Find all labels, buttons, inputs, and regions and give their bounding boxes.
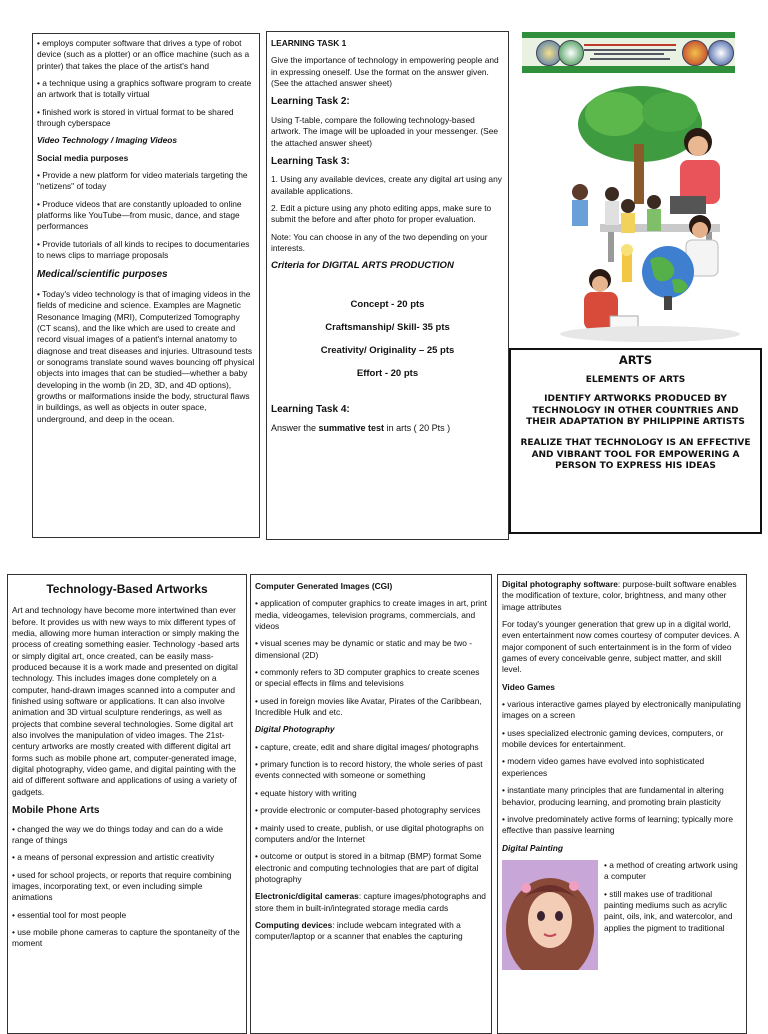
seal-logo bbox=[558, 40, 584, 66]
criteria-item: Concept - 20 pts bbox=[350, 299, 425, 311]
criteria-item: Craftsmanship/ Skill- 35 pts bbox=[325, 322, 450, 334]
heading-criteria: Criteria for DIGITAL ARTS PRODUCTION bbox=[271, 260, 454, 272]
software-label: Digital photography software bbox=[502, 579, 618, 589]
intro-text: Art and technology have become more intertwined than ever before. It provides us with new ways to mix different types of media, allowing more human interaction or simply making the process of creating something easier. Technology -based arts or simply digital art, once created, can be easily mass-produced because it is a work made and presented on digital technology. This includes images done completely on a computer, hand-drawn images scanned into a computer and finished using software or applications. It can also involve animation and 3D virtual sculpture renderings, as well as projects that combine several technologies. Some digital art also involves the manipulation of video images. The 21st-century artworks are mostly created with different digital art forms such as mobile phone art, computer-generated image, digital photography, video game, and digital painting with the aid of different software and applications of using a variety of gadgets. bbox=[12, 605, 240, 797]
bullet: • various interactive games played by electronically manipulating images on a screen bbox=[502, 699, 741, 721]
bullet: • visual scenes may be dynamic or static and may be two -dimensional (2D) bbox=[255, 638, 473, 660]
panel-cgi-photography bbox=[250, 574, 492, 1034]
objective-2: REALIZE THAT TECHNOLOGY IS AN EFFECTIVE AND VIBRANT TOOL FOR EMPOWERING A PERSON TO EXPRESS HIS IDEAS bbox=[520, 438, 751, 472]
bullet: • commonly refers to 3D computer graphics to create scenes or special effects in films and televisions bbox=[255, 667, 480, 689]
task-4-text bbox=[271, 422, 504, 434]
bullet: • primary function is to record history, the whole series of past events connected with someone or something bbox=[255, 759, 483, 781]
heading-social-media: Social media purposes bbox=[37, 152, 129, 163]
panel-technology-based-artworks bbox=[7, 574, 247, 1034]
younger-generation-text: For today's younger generation that grew up in a digital world, even entertainment now comes courtesy of computer devices. A major component of such entertainment is in the form of video games of every conceivable genre, subject matter, and skill level. bbox=[502, 619, 739, 675]
devices-text bbox=[255, 920, 487, 943]
heading-video-games: Video Games bbox=[502, 681, 555, 692]
digital-painting-row bbox=[502, 860, 742, 970]
task-4-bold: summative test bbox=[318, 423, 385, 434]
bullet: • Provide a new platform for video materials targeting the "netizens" of today bbox=[37, 170, 248, 192]
medical-text: • Today's video technology is that of imaging videos in the fields of medicine and science. Examples are Magnetic Resonance Imaging (MRI), Computerized Tomography (CT scans), and the like which are used to create and record visual images of a patient's internal anatomy to diagnose and treat diseases and injuries. Ultrasound tests or sonograms translate sound waves bouncing off physical objects into images that can be studied—whether a baby developing in the womb (in 2D, 3D, and 4D options), growths or malformations inside the body, structural flaws in buildings, as well as objects in outer space, underground, and deep in the ocean. bbox=[37, 289, 255, 424]
heading-video-technology: Video Technology / Imaging Videos bbox=[37, 135, 178, 146]
bullet: • involve predominately active forms of learning; typically more effective than passive learning bbox=[502, 813, 734, 836]
cameras-label: Electronic/digital cameras bbox=[255, 891, 359, 902]
task-4-prefix: Answer the bbox=[271, 423, 319, 434]
seal-logo bbox=[708, 40, 734, 66]
bullet: • instantiate many principles that are fundamental in altering behavior, producing learning, and promoting brain plasticity bbox=[502, 785, 724, 807]
cameras-text bbox=[255, 891, 487, 914]
bullet: • provide electronic or computer-based photography services bbox=[255, 805, 481, 816]
criteria-list bbox=[271, 299, 504, 380]
task-3-item: 1. Using any available devices, create any digital art using any available applications. bbox=[271, 174, 502, 196]
bullet: • a means of personal expression and artistic creativity bbox=[12, 852, 215, 863]
bullet: • still makes use of traditional painting mediums such as acrylic paint, oils, ink, and watercolor, and applies the pigment to traditional bbox=[604, 888, 733, 933]
seal-logo bbox=[682, 40, 708, 66]
bullet: • a method of creating artwork using a computer bbox=[604, 859, 738, 882]
bullet: • used for school projects, or reports that require combining images, incorporating text, or even including simple animations bbox=[12, 869, 232, 903]
devices-label: Computing devices bbox=[255, 919, 333, 930]
digital-painting-text bbox=[604, 860, 742, 970]
bullet: • uses specialized electronic gaming devices, computers, or mobile devices for entertainment. bbox=[502, 727, 724, 750]
heading-digital-painting: Digital Painting bbox=[502, 842, 563, 853]
panel-learning-tasks bbox=[266, 31, 509, 540]
arts-objectives-box bbox=[509, 348, 762, 534]
heading-task-1: LEARNING TASK 1 bbox=[271, 38, 347, 48]
criteria-item: Creativity/ Originality – 25 pts bbox=[320, 344, 455, 356]
bullet: • Produce videos that are constantly uploaded to online platforms like YouTube—from music, dance, and stage performances bbox=[37, 198, 242, 232]
bullet: • used in foreign movies like Avatar, Pirates of the Caribbean, Incredible Hulk and etc. bbox=[255, 695, 482, 718]
bullet: • changed the way we do things today and can do a wide range of things bbox=[12, 823, 224, 845]
panel-digital-art-video bbox=[32, 33, 260, 538]
bullet: • modern video games have evolved into sophisticated experiences bbox=[502, 756, 705, 778]
criteria-item: Effort - 20 pts bbox=[356, 367, 419, 379]
bullet: • Provide tutorials of all kinds to recipes to documentaries to news clips to marriage proposals bbox=[37, 238, 250, 261]
heading-task-2: Learning Task 2: bbox=[271, 96, 350, 108]
objective-1: IDENTIFY ARTWORKS PRODUCED BY TECHNOLOGY IN OTHER COUNTRIES AND THEIR ADAPTATION BY PHILIPPINE ARTISTS bbox=[526, 394, 745, 428]
heading-digital-photography: Digital Photography bbox=[255, 724, 335, 735]
task-2-text: Using T-table, compare the following technology-based artwork. The image will be uploaded in your messenger. (See the attached answer sheet) bbox=[271, 114, 499, 148]
devices-desc: : include webcam integrated with a computer/laptop or a scanner that enables the capturing bbox=[255, 919, 463, 942]
panel-games-painting bbox=[497, 574, 747, 1034]
bullet: • use mobile phone cameras to capture the spontaneity of the moment bbox=[12, 926, 240, 949]
bullet: • essential tool for most people bbox=[12, 909, 127, 920]
bullet: • finished work is stored in virtual format to be shared through cyberspace bbox=[37, 106, 234, 129]
heading-task-3: Learning Task 3: bbox=[271, 155, 350, 167]
bullet: • employs computer software that drives a type of robot device (such as a plotter) or an office machine (such as a printer) that takes the place of the artist's hand bbox=[37, 38, 250, 71]
bullet: • outcome or output is stored in a bitmap (BMP) format Some electronic and computing technologies that are part of digital photography bbox=[255, 851, 482, 884]
arts-title: ARTS bbox=[618, 353, 653, 367]
bullet: • a technique using a graphics software program to create an artwork that is totally virtual bbox=[37, 78, 252, 100]
software-text bbox=[502, 579, 742, 613]
software-desc: : purpose-built software enables the modification of texture, color, brightness, and many other image attributes bbox=[502, 579, 737, 612]
digital-painting-portrait-image bbox=[502, 860, 598, 970]
section-title: Technology-Based Artworks bbox=[46, 582, 208, 596]
students-technology-illustration bbox=[560, 84, 742, 346]
task-3-note: Note: You can choose in any of the two depending on your interests. bbox=[271, 231, 488, 254]
bullet: • mainly used to create, publish, or use digital photographs on computers and/or the Internet bbox=[255, 822, 484, 844]
heading-cgi: Computer Generated Images (CGI) bbox=[255, 581, 393, 591]
task-3-item: 2. Edit a picture using any photo editing apps, make sure to submit the before and after photo for proper evaluation. bbox=[271, 203, 492, 225]
heading-mobile-phone-arts: Mobile Phone Arts bbox=[12, 805, 100, 817]
arts-subtitle: ELEMENTS OF ARTS bbox=[585, 375, 686, 385]
task-1-text: Give the importance of technology in empowering people and in expressing oneself. Use the format on the answer given. (See the attached answer sheet) bbox=[271, 55, 499, 89]
heading-medical-purposes: Medical/scientific purposes bbox=[37, 268, 168, 280]
heading-task-4: Learning Task 4: bbox=[271, 403, 350, 415]
bullet: • application of computer graphics to create images in art, print media, videogames, television programs, commercials, and videos bbox=[255, 598, 487, 632]
bullet: • equate history with writing bbox=[255, 787, 357, 798]
school-banner bbox=[522, 32, 735, 73]
task-4-suffix: in arts ( 20 Pts ) bbox=[384, 423, 451, 434]
cameras-desc: : capture images/photographs and store them in built-in/integrated storage media cards bbox=[255, 891, 486, 913]
bullet: • capture, create, edit and share digital images/ photographs bbox=[255, 741, 479, 752]
